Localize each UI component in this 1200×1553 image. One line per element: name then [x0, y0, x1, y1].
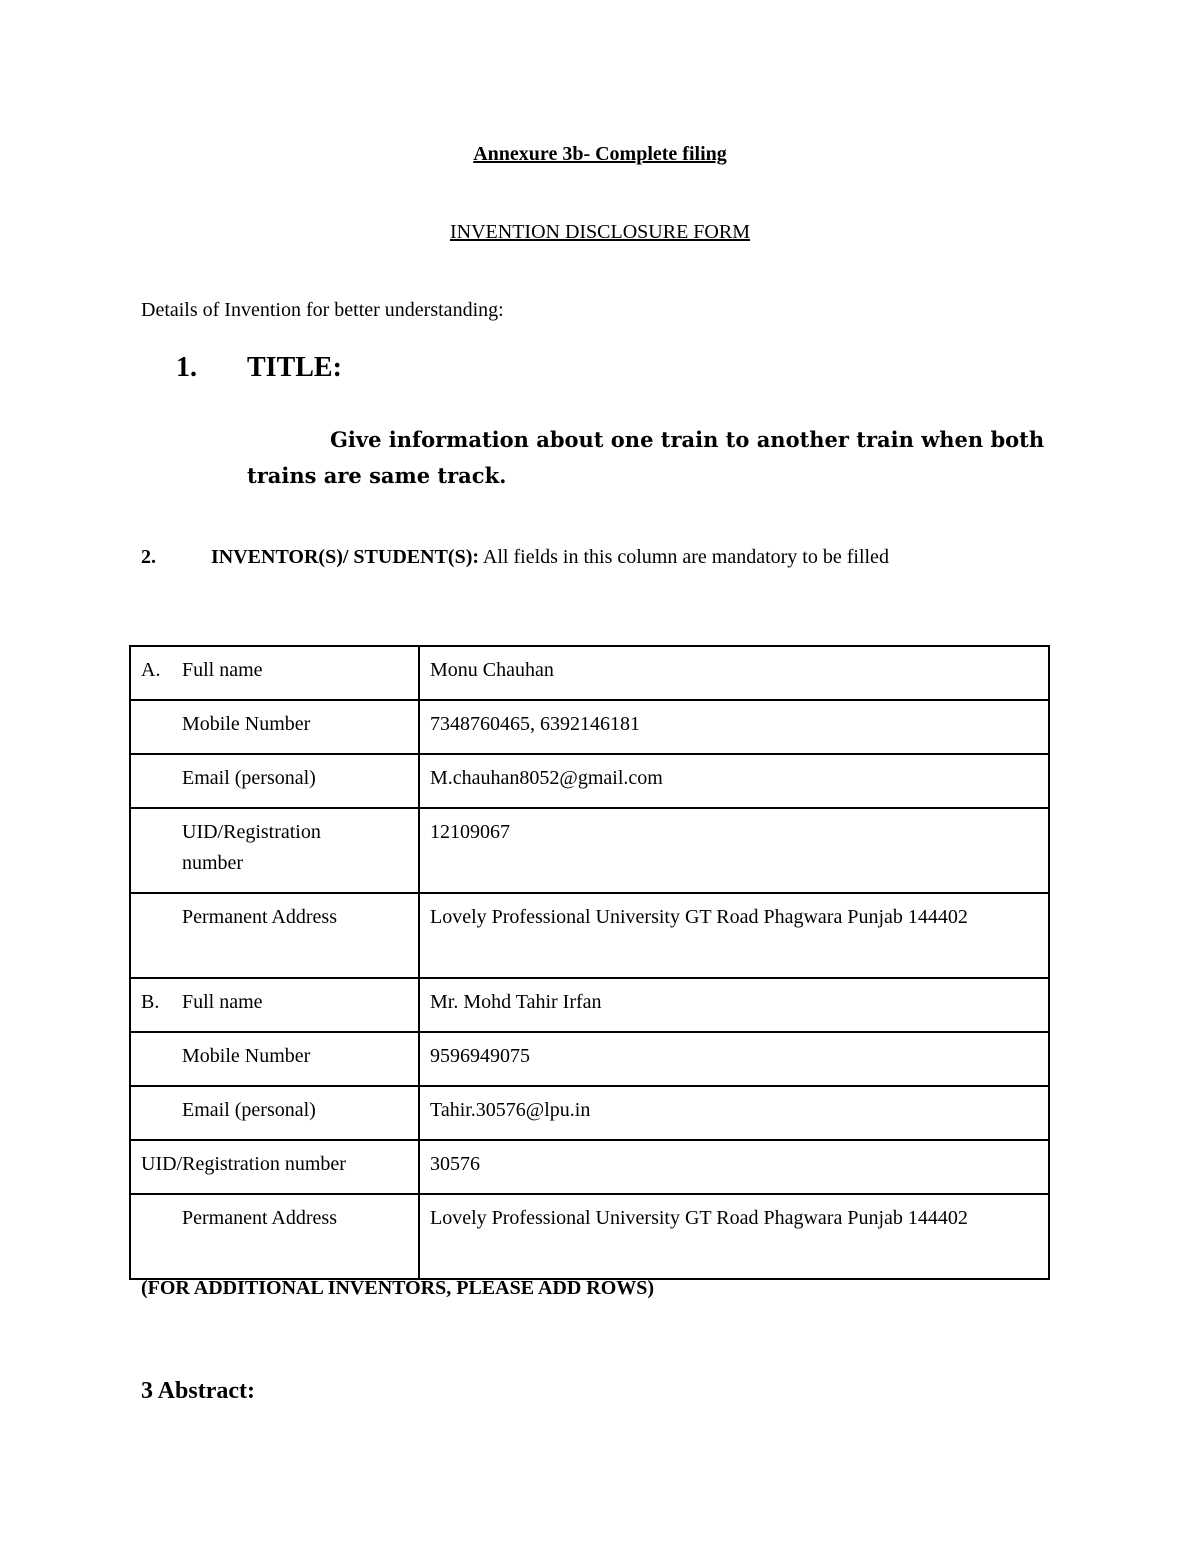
field-value: Tahir.30576@lpu.in — [419, 1086, 1049, 1140]
table-row — [130, 978, 1049, 1032]
table-row — [130, 1194, 1049, 1279]
field-label: UID/Registration number — [141, 1153, 346, 1175]
field-value: Lovely Professional University GT Road Phagwara Punjab 144402 — [419, 893, 1049, 978]
section-2-number: 2. — [141, 546, 156, 568]
field-label-cell — [130, 754, 419, 808]
table-row — [130, 700, 1049, 754]
field-value: 9596949075 — [419, 1032, 1049, 1086]
field-label-cell — [130, 808, 419, 893]
invention-title-text: Give information about one train to another train when both trains are same track. — [247, 427, 1045, 488]
inventor-marker: B. — [141, 991, 160, 1013]
field-label-cell — [130, 978, 419, 1032]
table-row — [130, 646, 1049, 700]
additional-inventors-note: (FOR ADDITIONAL INVENTORS, PLEASE ADD ROWS) — [141, 1277, 655, 1299]
field-label-cell — [130, 1194, 419, 1279]
field-label-cell — [130, 1032, 419, 1086]
field-label-cell — [130, 893, 419, 978]
field-label-cell — [130, 646, 419, 700]
section-2-label — [211, 546, 889, 569]
field-value: 7348760465, 6392146181 — [419, 700, 1049, 754]
field-label: Mobile Number — [182, 1045, 311, 1067]
table-row — [130, 1140, 1049, 1194]
form-title: INVENTION DISCLOSURE FORM — [449, 221, 750, 243]
field-label: Permanent Address — [182, 1207, 337, 1229]
field-label: Permanent Address — [182, 906, 337, 928]
field-label: Full name — [182, 659, 263, 681]
field-value: Mr. Mohd Tahir Irfan — [419, 978, 1049, 1032]
field-value: Monu Chauhan — [419, 646, 1049, 700]
field-label: UID/Registration number — [182, 821, 321, 874]
field-label: Mobile Number — [182, 713, 311, 735]
table-row — [130, 1032, 1049, 1086]
field-label: Email (personal) — [182, 1099, 316, 1121]
details-intro: Details of Invention for better understanding: — [141, 299, 504, 321]
table-row — [130, 808, 1049, 893]
annexure-heading: Annexure 3b- Complete filing — [473, 143, 727, 165]
inventor-marker: A. — [141, 659, 161, 681]
section-2-heading: INVENTOR(S)/ STUDENT(S): — [211, 546, 480, 568]
table-row — [130, 893, 1049, 978]
field-label-cell — [130, 1086, 419, 1140]
table-row — [130, 1086, 1049, 1140]
section-1-number: 1. — [176, 352, 197, 383]
field-label-cell — [130, 1140, 419, 1194]
field-label-cell — [130, 700, 419, 754]
field-label: Full name — [182, 991, 263, 1013]
field-label: Email (personal) — [182, 767, 316, 789]
field-value: M.chauhan8052@gmail.com — [419, 754, 1049, 808]
table-row — [130, 754, 1049, 808]
field-value: 30576 — [419, 1140, 1049, 1194]
field-value: 12109067 — [419, 808, 1049, 893]
section-3-heading: 3 Abstract: — [141, 1378, 255, 1404]
section-2-note: All fields in this column are mandatory to be filled — [482, 546, 889, 568]
field-value: Lovely Professional University GT Road Phagwara Punjab 144402 — [419, 1194, 1049, 1279]
inventors-table — [129, 645, 1050, 1280]
section-1-heading: TITLE: — [247, 352, 342, 383]
